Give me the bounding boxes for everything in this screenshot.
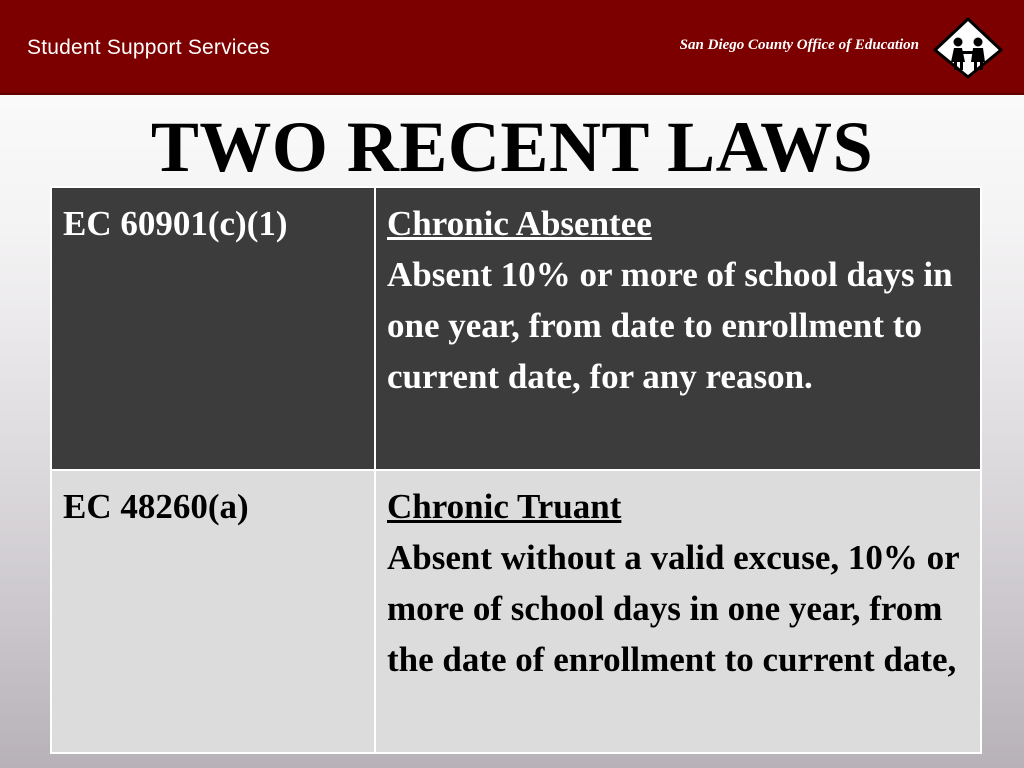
law-code-cell xyxy=(51,187,375,470)
law-description: Absent 10% or more of school days in one year, from date to enrollment to current date, for any reason. xyxy=(387,255,953,396)
slide-title: TWO RECENT LAWS xyxy=(150,107,874,187)
law-code: EC 60901(c)(1) xyxy=(63,204,288,243)
law-term: Chronic Truant xyxy=(387,487,622,526)
header-bar xyxy=(0,0,1024,95)
law-code: EC 48260(a) xyxy=(63,487,249,526)
school-children-icon xyxy=(932,16,1004,80)
law-term: Chronic Absentee xyxy=(387,204,652,243)
org-name: San Diego County Office of Education xyxy=(679,37,919,53)
laws-table xyxy=(50,186,982,754)
law-definition-cell xyxy=(375,187,981,470)
law-definition-cell xyxy=(375,470,981,753)
table-row xyxy=(51,187,981,470)
law-description: Absent without a valid excuse, 10% or more of school days in one year, from the date of enrollment to current date, xyxy=(387,538,960,679)
law-code-cell xyxy=(51,470,375,753)
header-title: Student Support Services xyxy=(27,36,270,59)
table-row xyxy=(51,470,981,753)
